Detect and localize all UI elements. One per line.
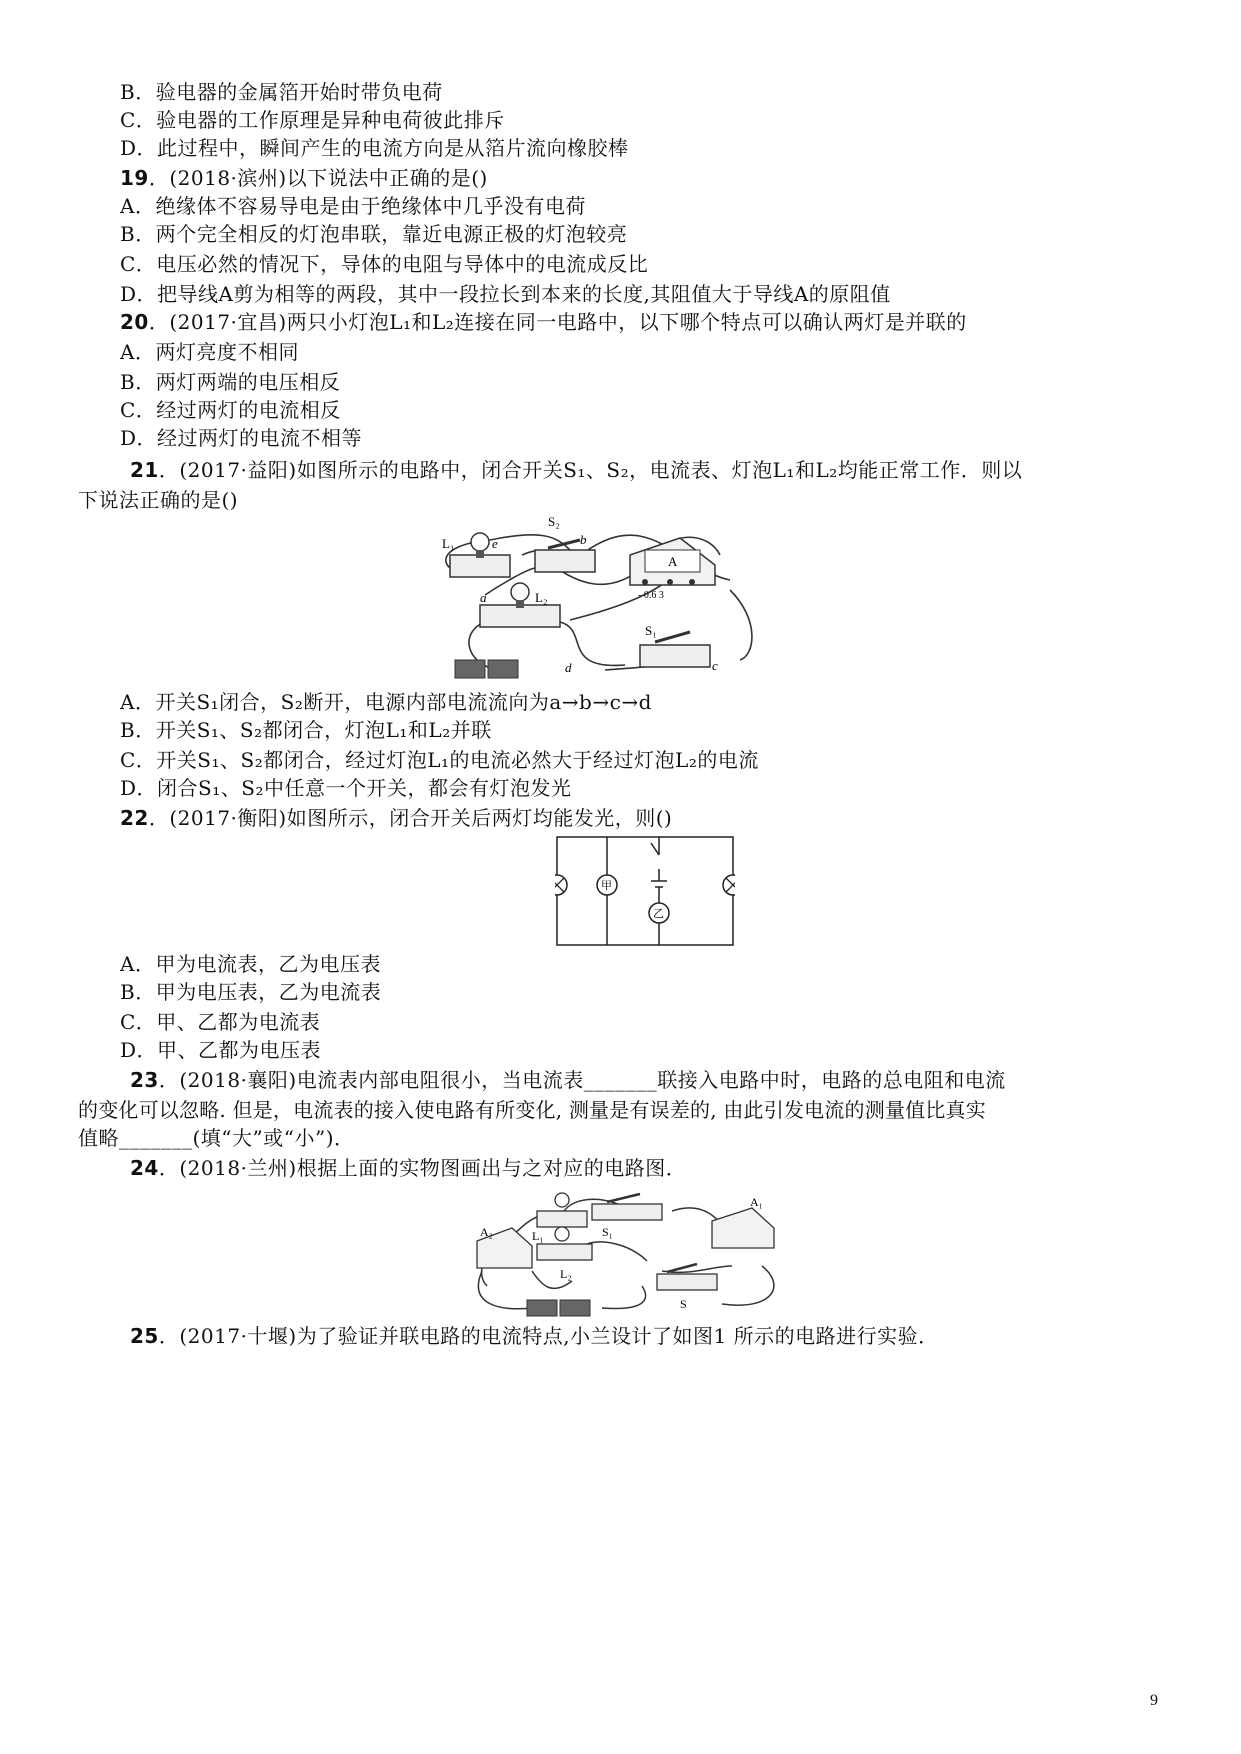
question-21 [130,456,1022,484]
option-line: A．绝缘体不容易导电是由于绝缘体中几乎没有电荷 [120,194,586,218]
ammeter-scale: - 0.6 3 [638,590,664,601]
bulb-icon [471,533,489,551]
bulb-icon [511,583,529,601]
lamp-base [537,1244,592,1260]
battery-icon [455,660,485,678]
label-S: S [680,1297,687,1311]
label-b: b [580,532,587,547]
option-line: D．把导线A剪为相等的两段，其中一段拉长到本来的长度,其阻值大于导线A的原阻值 [120,282,891,306]
option-line: C．电压必然的情况下，导体的电阻与导体中的电流成反比 [120,252,649,276]
option-line: B．两灯两端的电压相反 [120,370,341,394]
question-number: 21 [130,458,159,482]
label-L2: L₂ [535,590,548,605]
question-19 [120,164,488,192]
option-line: D．甲、乙都为电压表 [120,1038,322,1062]
circuit-photo-24 [462,1186,782,1318]
question-23 [130,1066,1006,1094]
question-text: ．(2018·滨州)以下说法中正确的是() [148,166,488,190]
switch-base [640,645,710,667]
lamp-base [480,605,560,627]
question-text: ．(2017·益阳)如图所示的电路中，闭合开关S₁、S₂，电流表、灯泡L₁和L₂均能正常工作．则以 [158,458,1023,482]
lamp-left-icon [555,875,567,895]
option-line: A．开关S₁闭合，S₂断开，电源内部电流流向为a→b→c→d [120,690,652,714]
label-a: a [480,590,487,605]
label-S1: S₁ [645,623,657,638]
option-line: D．闭合S₁、S₂中任意一个开关，都会有灯泡发光 [120,776,572,800]
option-line: C．经过两灯的电流相反 [120,398,341,422]
ammeter-icon [712,1208,774,1248]
lamp-base [537,1211,587,1227]
circuit-photo-21 [430,510,820,685]
label-A: A [668,554,678,569]
question-text: ．(2018·襄阳)电流表内部电阻很小，当电流表_______联接入电路中时，电路的总电阻和电流 [158,1068,1006,1092]
page-number: 9 [1150,1692,1158,1709]
label-L1: L₁ [442,536,455,551]
battery-icon [560,1300,590,1316]
circuit-diagram-22 [555,835,735,950]
option-line: D．经过两灯的电流不相等 [120,426,363,450]
battery-icon [488,660,518,678]
label-A2: A₂ [480,1225,493,1239]
label-A1: A₁ [750,1195,763,1209]
question-number: 24 [130,1156,159,1180]
question-text-continued: 的变化可以忽略. 但是，电流表的接入使电路有所变化, 测量是有误差的, 由此引发电流的测量值比真实 [78,1098,986,1122]
meter-yi-label: 乙 [653,907,664,920]
option-line: B．甲为电压表，乙为电流表 [120,980,382,1004]
question-24 [130,1154,686,1182]
bulb-icon [555,1227,569,1241]
battery-icon [527,1300,557,1316]
lamp-right-icon [723,875,735,895]
switch-base [592,1204,662,1220]
option-line: B．开关S₁、S₂都闭合，灯泡L₁和L₂并联 [120,718,492,742]
question-text-continued: 值略_______(填“大”或“小”)． [78,1126,355,1150]
switch-base [657,1274,717,1290]
label-L1: L₁ [532,1229,544,1243]
question-text: ．(2018·兰州)根据上面的实物图画出与之对应的电路图． [158,1156,687,1180]
question-number: 20 [120,310,149,334]
label-c: c [712,658,718,673]
option-line: C．验电器的工作原理是异种电荷彼此排斥 [120,108,505,132]
question-number: 23 [130,1068,159,1092]
option-line: B．验电器的金属箔开始时带负电荷 [120,80,443,104]
option-line: D．此过程中，瞬间产生的电流方向是从箔片流向橡胶棒 [120,136,629,160]
question-number: 19 [120,166,149,190]
question-text: ．(2017·衡阳)如图所示，闭合开关后两灯均能发光，则() [148,806,673,830]
option-line: A．两灯亮度不相同 [120,340,299,364]
question-text-continued: 下说法正确的是() [78,488,239,512]
bulb-icon [555,1193,569,1207]
question-number: 22 [120,806,149,830]
option-line: C．甲、乙都为电流表 [120,1010,321,1034]
question-20 [120,308,967,336]
meter-jia-label: 甲 [601,879,612,892]
label-L2: L₂ [560,1267,572,1281]
lamp-base [450,555,510,577]
option-line: B．两个完全相反的灯泡串联，靠近电源正极的灯泡较亮 [120,222,628,246]
option-line: A．甲为电流表，乙为电压表 [120,952,381,976]
label-S2: S₂ [548,514,560,529]
label-e: e [492,536,498,551]
question-number: 25 [130,1324,159,1348]
question-22 [120,804,672,832]
label-d: d [565,660,572,675]
label-S1: S₁ [602,1225,613,1239]
question-text: ．(2017·宜昌)两只小灯泡L₁和L₂连接在同一电路中，以下哪个特点可以确认两灯是并联的 [148,310,967,334]
question-text: ．(2017·十堰)为了验证并联电路的电流特点,小兰设计了如图1 所示的电路进行实验． [158,1324,939,1348]
option-line: C．开关S₁、S₂都闭合，经过灯泡L₁的电流必然大于经过灯泡L₂的电流 [120,748,759,772]
question-25 [130,1322,939,1350]
switch-base [535,550,595,572]
